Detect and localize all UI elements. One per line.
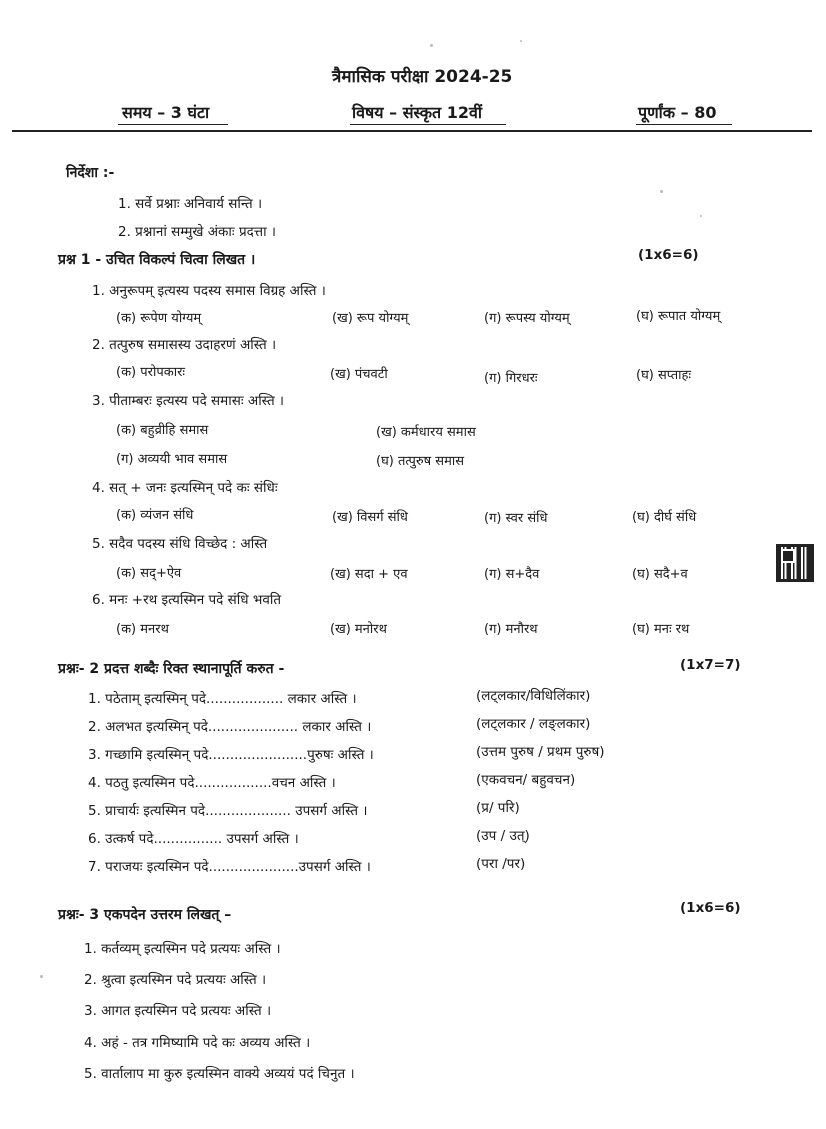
q2-item: 4. पठतु इत्यस्मिन पदे..................वचन अस्ति । <box>88 775 336 791</box>
q1-option: (ग) स+दैव <box>484 567 540 582</box>
q2-item: 3. गच्छामि इत्यस्मिन् पदे.......................पुरुषः अस्ति । <box>88 747 374 763</box>
q1-item: 3. पीताम्बरः इत्यस्य पदे समासः अस्ति । <box>92 393 285 409</box>
q1-item: 4. सत् + जनः इत्यस्मिन् पदे कः संधिः <box>92 480 278 496</box>
q2-item: 2. अलभत इत्यस्मिन् पदे..................... लकार अस्ति । <box>88 719 372 735</box>
q3-item: 5. वार्तालाप मा कुरु इत्यस्मिन वाक्ये अव्ययं पदं चिनुत । <box>84 1066 355 1082</box>
scan-speck <box>700 215 702 217</box>
exam-title: त्रैमासिक परीक्षा 2024-25 <box>332 67 513 87</box>
q3-item: 1. कर्तव्यम् इत्यस्मिन पदे प्रत्ययः अस्ति । <box>84 941 281 957</box>
underline <box>350 124 506 125</box>
exam-time: समय – 3 घंटा <box>122 103 210 122</box>
q1-marks: (1x6=6) <box>638 247 699 263</box>
q1-option: (ख) विसर्ग संधि <box>332 510 408 525</box>
q1-item: 6. मनः +रथ इत्यस्मिन पदे संधि भवति <box>92 592 282 608</box>
q1-option: (क) बहुव्रीहि समास <box>116 423 209 438</box>
q1-item: 5. सदैव पदस्य संधि विच्छेद : अस्ति <box>92 536 268 552</box>
q1-option: (क) रूपेण योग्यम् <box>116 311 202 326</box>
scan-speck <box>520 40 522 42</box>
q1-option: (ग) गिरधरः <box>484 371 538 386</box>
instruction-item: 1. सर्वे प्रश्नाः अनिवार्य सन्ति । <box>118 196 263 212</box>
q1-option: (ग) स्वर संधि <box>484 511 548 526</box>
q2-title: प्रश्नः- 2 प्रदत्त शब्दैः रिक्त स्थानापूर्ति करुत - <box>58 661 285 677</box>
qr-code-icon <box>776 544 814 582</box>
q1-option: (ख) पंचवटी <box>330 367 388 382</box>
q3-item: 2. श्रुत्वा इत्यस्मिन पदे प्रत्ययः अस्ति । <box>84 972 267 988</box>
q1-option: (ख) रूप योग्यम् <box>332 311 409 326</box>
underline <box>636 124 732 125</box>
q1-item: 1. अनुरूपम् इत्यस्य पदस्य समास विग्रह अस्ति । <box>92 283 326 299</box>
q1-option: (घ) मनः रथ <box>632 622 690 637</box>
q2-hint: (उत्तम पुरुष / प्रथम पुरुष) <box>476 744 605 760</box>
q2-hint: (लट्लकार / लङ्लकार) <box>476 716 591 732</box>
instruction-item: 2. प्रश्नानां सम्मुखे अंकाः प्रदत्ता । <box>118 224 277 240</box>
q2-item: 7. पराजयः इत्यस्मिन पदे.....................उपसर्ग अस्ति । <box>88 859 371 875</box>
scan-speck <box>40 975 43 978</box>
q2-marks: (1x7=7) <box>680 657 741 673</box>
q3-marks: (1x6=6) <box>680 900 741 916</box>
q1-option: (ग) रूपस्य योग्यम् <box>484 311 570 326</box>
underline <box>118 124 228 125</box>
q1-option: (ग) मनौरथ <box>484 622 538 637</box>
q2-item: 6. उत्कर्ष पदे................ उपसर्ग अस्ति । <box>88 831 299 847</box>
q1-option: (ख) कर्मधारय समास <box>376 425 476 440</box>
q2-hint: (एकवचन/ बहुवचन) <box>476 772 576 788</box>
q2-hint: (लट्लकार/विधिलिंकार) <box>476 688 591 704</box>
q1-option: (घ) सप्ताहः <box>636 368 692 383</box>
q1-option: (घ) तत्पुरुष समास <box>376 454 465 469</box>
q1-title: प्रश्न 1 - उचित विकल्पं चित्वा लिखत । <box>58 252 256 268</box>
scan-speck <box>660 190 663 193</box>
q2-hint: (प्र/ परि) <box>476 800 520 816</box>
q2-hint: (परा /पर) <box>476 856 526 872</box>
q1-option: (क) सद्+ऐव <box>116 566 182 581</box>
exam-full-marks: पूर्णांक – 80 <box>638 103 717 122</box>
q1-option: (घ) रूपात योग्यम् <box>636 309 721 324</box>
exam-subject: विषय – संस्कृत 12वीं <box>352 103 483 122</box>
q2-item: 5. प्राचार्यः इत्यस्मिन पदे.................... उपसर्ग अस्ति । <box>88 803 368 819</box>
q1-option: (ख) मनोरथ <box>330 622 387 637</box>
q3-item: 4. अहं - तत्र गमिष्यामि पदे कः अव्यय अस्ति । <box>84 1035 311 1051</box>
q1-option: (घ) सदै+व <box>632 567 688 582</box>
q1-option: (क) परोपकारः <box>116 365 186 380</box>
q2-item: 1. पठेताम् इत्यस्मिन् पदे.................. लकार अस्ति । <box>88 691 357 707</box>
q1-option: (घ) दीर्घ संधि <box>632 510 697 525</box>
header-rule <box>12 130 812 132</box>
q2-hint: (उप / उत्) <box>476 828 530 844</box>
q1-option: (ग) अव्ययी भाव समास <box>116 452 228 467</box>
q3-title: प्रश्नः- 3 एकपदेन उत्तरम लिखत् – <box>58 907 232 923</box>
scan-speck <box>430 44 433 47</box>
q1-option: (क) मनरथ <box>116 622 169 637</box>
q3-item: 3. आगत इत्यस्मिन पदे प्रत्ययः अस्ति । <box>84 1003 272 1019</box>
q1-item: 2. तत्पुरुष समासस्य उदाहरणं अस्ति । <box>92 337 277 353</box>
instructions-heading: निर्देशा :- <box>66 165 115 181</box>
q1-option: (क) व्यंजन संधि <box>116 508 194 523</box>
q1-option: (ख) सदा + एव <box>330 567 408 582</box>
